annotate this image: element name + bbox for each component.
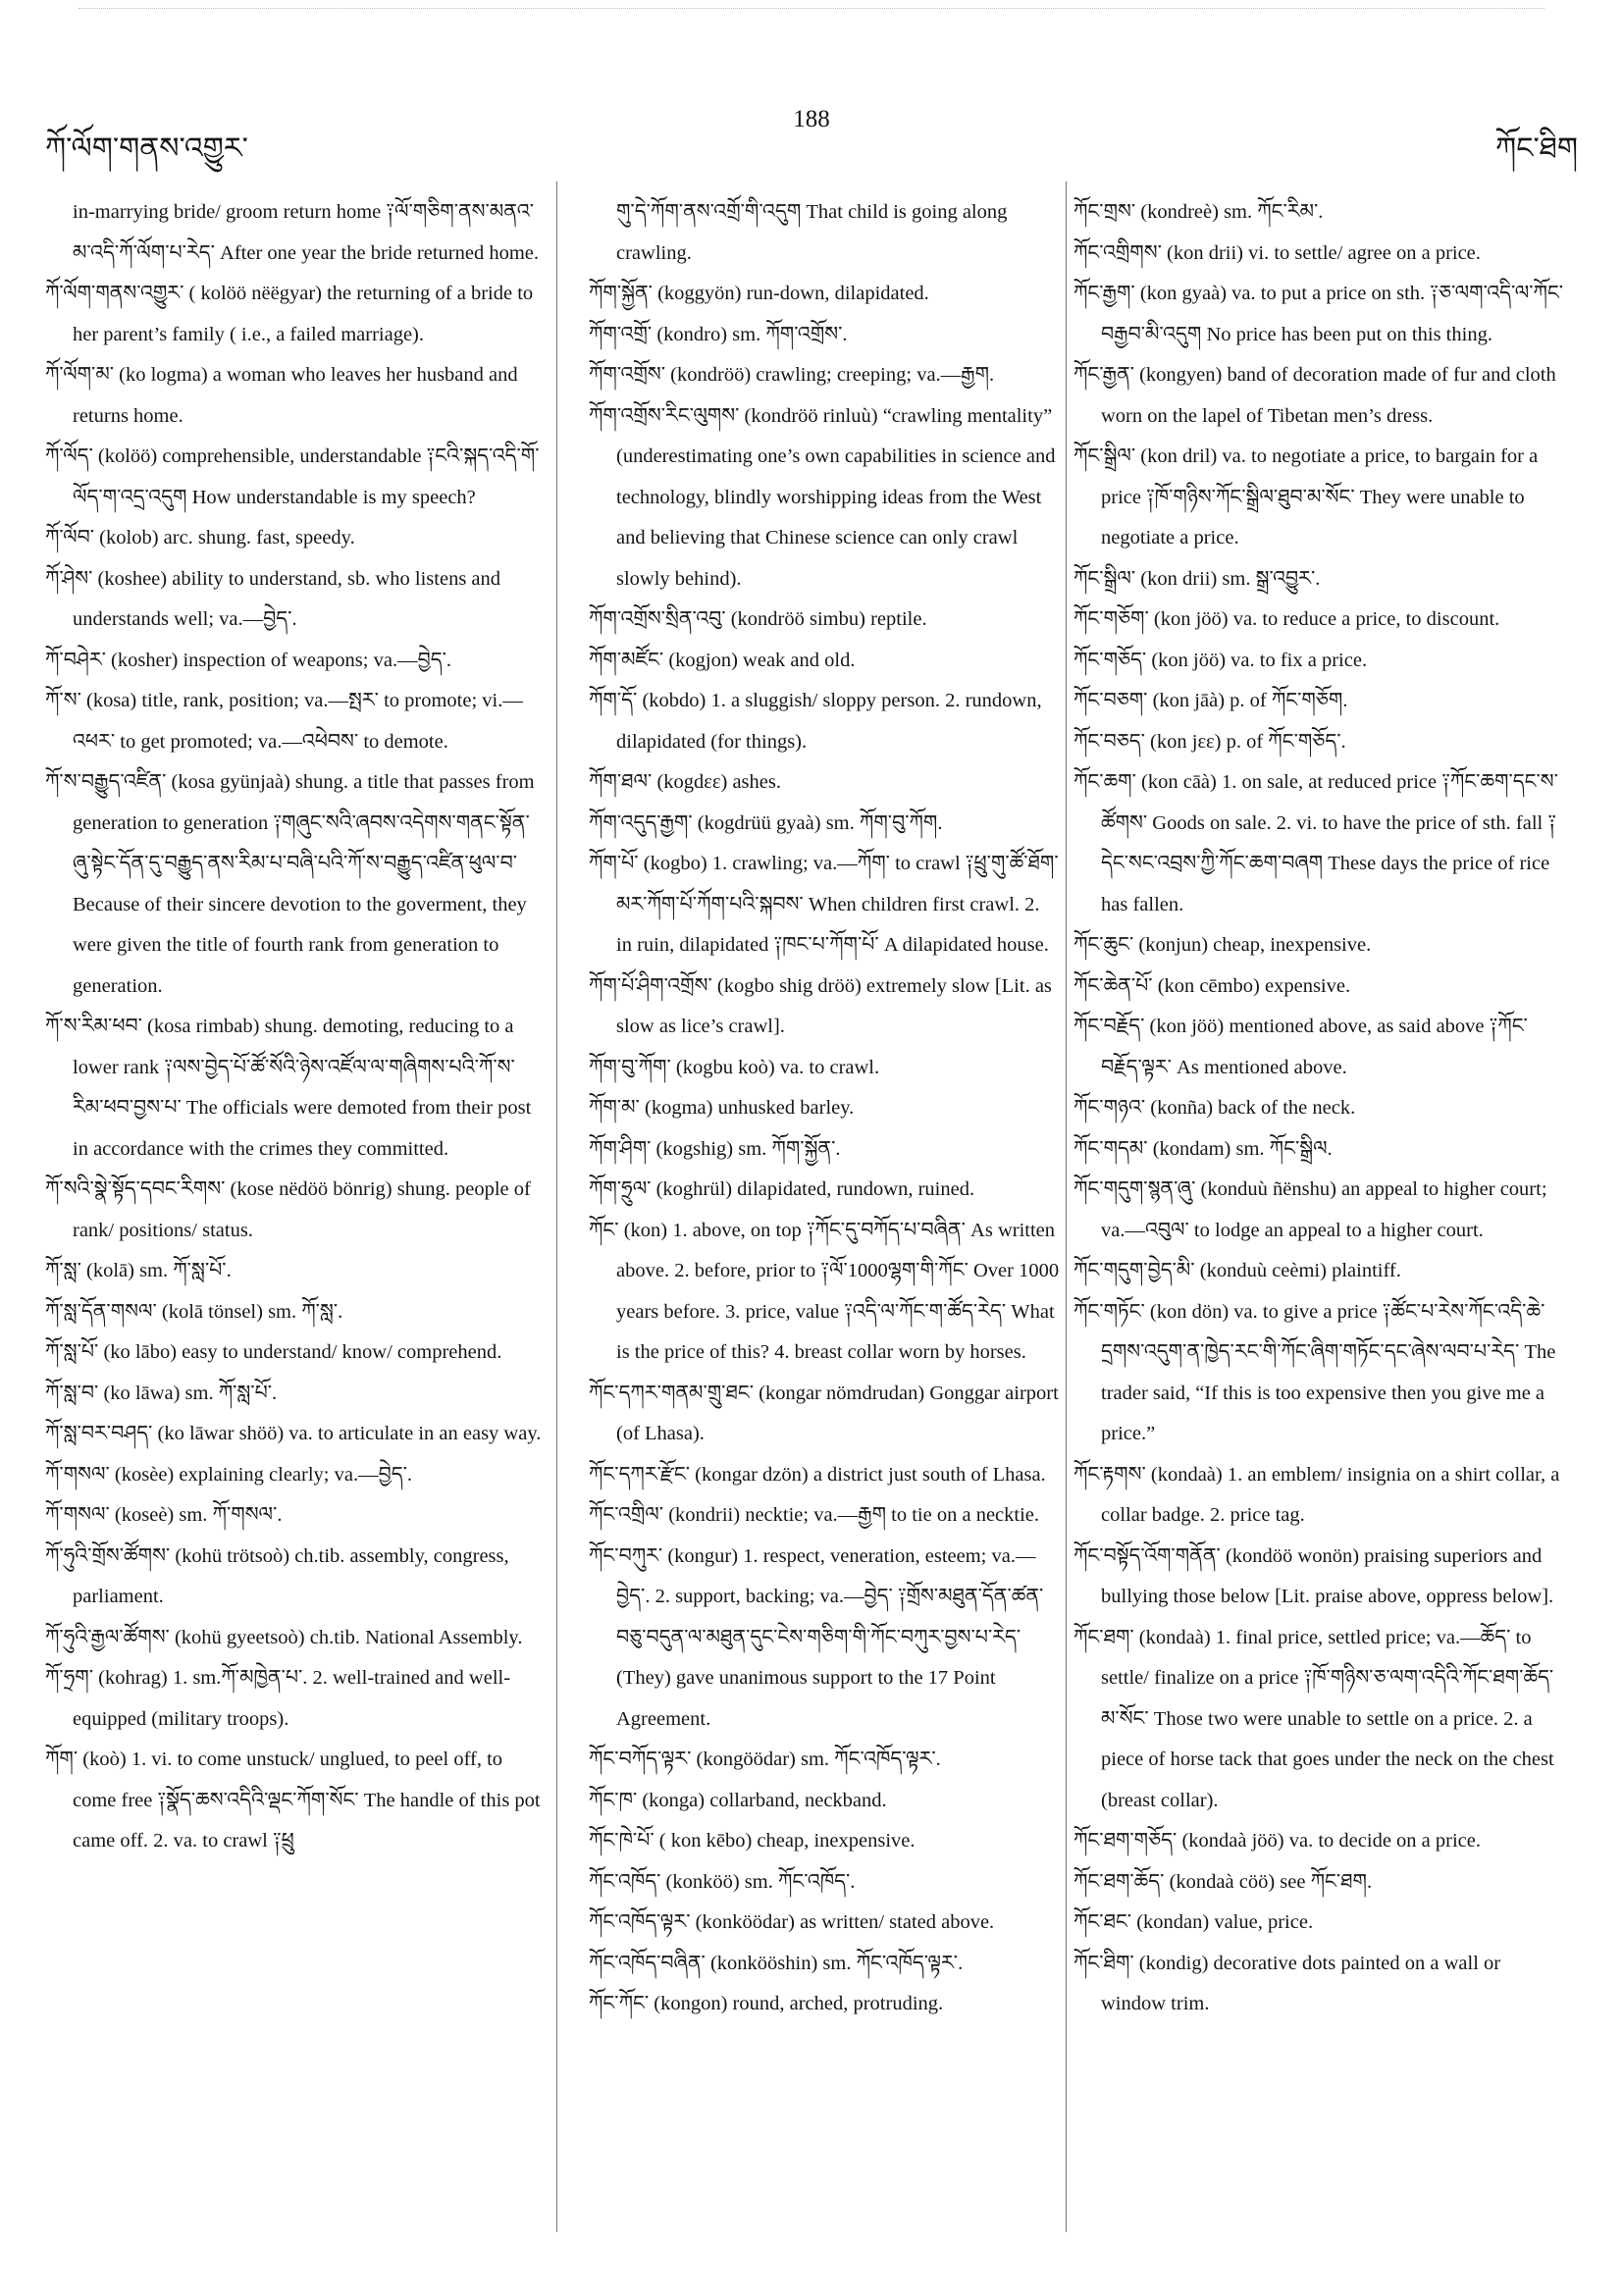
dictionary-entry: ཀོ་ལོད་ (kolöö) comprehensible, understandable ༑ངའི་སྐད་འདི་གོ་ལོད་ག་འདྲ་འདུག How understandable is my speech? bbox=[45, 445, 540, 508]
dictionary-entry: ཀོང་གཉའ་ (konña) back of the neck. bbox=[1073, 1097, 1356, 1119]
dictionary-entry: ཀོང་བསྟོད་འོག་གནོན་ (kondöö wonön) praising superiors and bullying those below [Lit. praise above, oppress below]. bbox=[1073, 1544, 1554, 1607]
dictionary-entry: ཀོང་ཁེ་པོ་ ( kon kēbo) cheap, inexpensive. bbox=[589, 1830, 916, 1852]
dictionary-entry: ཀོག་པོ་ (kogbo) 1. crawling; va.—ཀོག་ to crawl ༑ཕྲུ་གུ་ཚོ་ཐོག་མར་ཀོག་པོ་ཀོག་པའི་སྐབས་ When children first crawl. 2. in ruin, dilapidated ༑ཁང་པ་ཀོག་པོ་ A dilapidated house. bbox=[589, 853, 1059, 956]
dictionary-entry: ཀོང་ཀོང་ (kongon) round, arched, protruding. bbox=[589, 1993, 944, 2014]
column-divider bbox=[1066, 182, 1067, 2232]
dictionary-entry: ཀོ་ལོག་མ་ (ko logma) a woman who leaves her husband and returns home. bbox=[45, 364, 518, 427]
dictionary-entry: ཀོང་དཀར་རྫོང་ (kongar dzön) a district just south of Lhasa. bbox=[589, 1463, 1046, 1486]
dictionary-entry: ཀོག་པོ་ཤིག་འགྲོས་ (kogbo shig dröö) extremely slow [Lit. as slow as lice’s crawl]. bbox=[589, 974, 1052, 1037]
dictionary-entry: ཀོང་འཁོད་ (konköö) sm. ཀོང་འཁོད་. bbox=[589, 1870, 856, 1893]
dictionary-entry: ཀོང་ཆེན་པོ་ (kon cēmbo) expensive. bbox=[1073, 974, 1351, 997]
dictionary-entry: ཀོང་འཁོད་བཞིན་ (konkööshin) sm. ཀོང་འཁོད་ལྟར་. bbox=[589, 1952, 964, 1974]
dictionary-entry: ཀོག་མ་ (kogma) unhusked barley. bbox=[589, 1097, 855, 1119]
dictionary-entry: ཀོག་ཐལ་ (kogdεε) ashes. bbox=[589, 771, 781, 793]
dictionary-entry: ཀོང་བཀོད་ལྟར་ (kongöödar) sm. ཀོང་འཁོད་ལྟར་. bbox=[589, 1748, 941, 1770]
dictionary-entry: ཀོག་སྐྱོན་ (koggyön) run-down, dilapidated. bbox=[589, 283, 929, 304]
dictionary-entry: ཀོག་འདུད་རྒྱག་ (kogdrüü gyaà) sm. ཀོག་བུ་ཀོག. bbox=[589, 811, 943, 834]
dictionary-entry: ཀོག་འགྲོས་རིང་ལུགས་ (kondröö rinluù) “crawling mentality” (underestimating one’s own capabilities in science and technology, blindly worshipping ideas from the West and believing that Chinese science can only crawl slowly behind). bbox=[589, 404, 1056, 590]
dictionary-entry: ཀོག་ཧྲུལ་ (koghrül) dilapidated, rundown, ruined. bbox=[589, 1178, 975, 1200]
dictionary-entry: in-marrying bride/ groom return home ༑ལོ་གཅིག་ནས་མནའ་མ་འདི་ཀོ་ལོག་པ་རེད་ After one year the bride returned home. bbox=[73, 201, 540, 264]
dictionary-entry: ཀོ་ཤེས་ (koshee) ability to understand, sb. who listens and understands well; va.—བྱེད་. bbox=[45, 567, 501, 630]
dictionary-entry: ཀོང་སྒྲིལ་ (kon dril) va. to negotiate a price, to bargain for a price ༑ཁོ་གཉིས་ཀོང་སྒྲིལ་ཐུབ་མ་སོང་ They were unable to negotiate a price. bbox=[1073, 445, 1539, 548]
dictionary-entry: ཀོ་སླ་ (kolā) sm. ཀོ་སླ་པོ་. bbox=[45, 1260, 232, 1281]
dictionary-entry: ཀོང་ཆག་ (kon cāà) 1. on sale, at reduced price ༑ཀོང་ཆག་དང་ས་ཚོགས་ Goods on sale. 2. vi. to have the price of sth. fall ༑དེང་སང་འབྲས་ཀྱི་ཀོང་ཆག་བཞག These days the price of rice has fallen. bbox=[1073, 771, 1558, 915]
dictionary-entry: ཀོང་གཏོང་ (kon dön) va. to give a price ༑ཚོང་པ་རེས་ཀོང་འདི་ཆེ་དྲགས་འདུག་ན་ཁྱེད་རང་གི་ཀོང་ཞིག་གཏོང་དང་ཞེས་ལབ་པ་རེད་ The trader said, “If this is too expensive then you give me a price.” bbox=[1073, 1300, 1556, 1444]
dictionary-entry: ཀོ་ས་རིམ་ཕབ་ (kosa rimbab) shung. demoting, reducing to a lower rank ༑ལས་བྱེད་པོ་ཚོ་སོའི་ཉེས་འཛོལ་ལ་གཞིགས་པའི་ཀོ་ས་རིམ་ཕབ་བྱས་པ་ The officials were demoted from their post in accordance with the crimes they committed. bbox=[45, 1016, 532, 1160]
dictionary-entry: ཀོ་ལོག་གནས་འགྱུར་ ( kolöö nëëgyar) the returning of a bride to her parent’s family ( i.e., a failed marriage). bbox=[45, 283, 534, 345]
dictionary-entry: ཀོང་གདམ་ (kondam) sm. ཀོང་སྒྲིལ. bbox=[1073, 1137, 1333, 1160]
dictionary-entry: ཀོང་གཅོད་ (kon jöö) va. to fix a price. bbox=[1073, 649, 1368, 671]
dictionary-entry: ཀོ་སའི་སྣེ་སྟོད་དབང་རིགས་ (kose nëdöö bönrig) shung. people of rank/ positions/ status. bbox=[45, 1178, 531, 1241]
dictionary-entry: ཀོང་ཆུང་ (konjun) cheap, inexpensive. bbox=[1073, 934, 1372, 956]
page-number: 188 bbox=[793, 106, 830, 132]
dictionary-entry: ཀོང་ཐག་ཆོད་ (kondaà cöö) see ཀོང་ཐག. bbox=[1073, 1870, 1373, 1893]
dictionary-entry: ཀོང་རྟགས་ (kondaà) 1. an emblem/ insignia on a shirt collar, a collar badge. 2. price tag. bbox=[1073, 1463, 1560, 1526]
dictionary-entry: ཀོ་སླ་པོ་ (ko lābo) easy to understand/ know/ comprehend. bbox=[45, 1341, 502, 1363]
dictionary-entry: ཀོང་གཅོག་ (kon jöö) va. to reduce a price, to discount. bbox=[1073, 608, 1500, 630]
dictionary-entry: ཀོང་རྒྱག་ (kon gyaà) va. to put a price on sth. ༑ཅ་ལག་འདི་ལ་ཀོང་བརྒྱབ་མི་འདུག No price has been put on this thing. bbox=[1073, 283, 1564, 345]
dictionary-entry: ཀོ་ཧྲག་ (kohrag) 1. sm.ཀོ་མཁྱེན་པ་. 2. well-trained and well-equipped (military troops). bbox=[45, 1667, 511, 1730]
dictionary-entry: ཀོང་ (kon) 1. above, on top ༑ཀོང་དུ་བཀོད་པ་བཞིན་ As written above. 2. before, prior to ༑ལོ་1000ལྷག་གི་ཀོང་ Over 1000 years before. 3. price, value ༑འདི་ལ་ཀོང་ག་ཚོད་རེད་ What is the price of this? 4. breast collar worn by horses. bbox=[589, 1219, 1060, 1363]
dictionary-entry: ཀོང་རྒྱན་ (kongyen) band of decoration made of fur and cloth worn on the lapel of Tibetan men’s dress. bbox=[1073, 364, 1556, 427]
dictionary-entry: ཀོང་གདུག་སྙན་ཞུ་ (konduù ñënshu) an appeal to higher court; va.—འབུལ་ to lodge an appeal to a higher court. bbox=[1073, 1178, 1547, 1241]
dictionary-entry: ཀོ་ལོབ་ (kolob) arc. shung. fast, speedy. bbox=[45, 527, 355, 548]
dictionary-entry: ཀོ་གསལ་ (kosèe) explaining clearly; va.—བྱེད་. bbox=[45, 1463, 413, 1486]
dictionary-entry: ཀོ་ཧུའི་རྒྱལ་ཚོགས་ (kohü gyeetsoò) ch.tib. National Assembly. bbox=[45, 1626, 523, 1648]
dictionary-entry: ཀོ་བཤེར་ (kosher) inspection of weapons; va.—བྱེད་. bbox=[45, 649, 452, 671]
dictionary-entry: ཀོ་ས་ (kosa) title, rank, position; va.—སྤར་ to promote; vi.—འཕར་ to get promoted; va.—འཕེབས་ to demote. bbox=[45, 690, 523, 753]
column-divider bbox=[556, 182, 557, 2232]
dictionary-entry: ཀོ་སླ་བ་ (ko lāwa) sm. ཀོ་སླ་པོ་. bbox=[45, 1382, 278, 1404]
dictionary-entry: ཀོ་ཧུའི་གྲོས་ཚོགས་ (kohü trötsoò) ch.tib. assembly, congress, parliament. bbox=[45, 1544, 509, 1607]
dictionary-entry: ཀོག་དོ་ (kobdo) 1. a sluggish/ sloppy person. 2. rundown, dilapidated (for things). bbox=[589, 690, 1042, 753]
dictionary-entry: ཀོག་འགྲོས་ (kondröö) crawling; creeping; va.—རྒྱག. bbox=[589, 364, 995, 386]
dictionary-entry: ཀོག་བུ་ཀོག་ (kogbu koò) va. to crawl. bbox=[589, 1056, 880, 1078]
dictionary-entry: ཀོག་ (koò) 1. vi. to come unstuck/ unglued, to peel off, to come free ༑སྣོད་ཆས་འདིའི་ལྡང་ཀོག་སོང་ The handle of this pot came off. 2. va. to crawl ༑ཕྲུ bbox=[45, 1748, 541, 1852]
right-running-head: ཀོང་ཐིག bbox=[1495, 131, 1578, 166]
dictionary-entry: ཀོང་བརྗོད་ (kon jöö) mentioned above, as said above ༑ཀོང་བརྗོད་ལྟར་ As mentioned above. bbox=[1073, 1016, 1528, 1078]
dictionary-entry: ཀོག་འགྲོ་ (kondro) sm. ཀོག་འགྲོས་. bbox=[589, 323, 848, 345]
dictionary-column-2 bbox=[589, 192, 1060, 2025]
dictionary-entry: ཀོང་ཐག་ (kondaà) 1. final price, settled price; va.—ཆོད་ to settle/ finalize on a price ༑ཁོ་གཉིས་ཅ་ལག་འདིའི་ཀོང་ཐག་ཆོད་མ་སོང་ Those two were unable to settle on a price. 2. a piece of horse tack that goes under the neck on the chest (breast collar). bbox=[1073, 1626, 1554, 1811]
dictionary-entry: ཀོང་བཅག་ (kon jāà) p. of ཀོང་གཅོག. bbox=[1073, 690, 1348, 711]
dictionary-entry: གུ་དེ་ཀོག་ནས་འགྲོ་གི་འདུག That child is going along crawling. bbox=[616, 201, 1008, 264]
scan-edge-noise bbox=[79, 8, 1544, 9]
dictionary-entry: ཀོང་བཀུར་ (kongur) 1. respect, veneration, esteem; va.—བྱེད་. 2. support, backing; va.—བྱེད་ ༑གྲོས་མཐུན་དོན་ཚན་བཅུ་བདུན་ལ་མཐུན་དུང་ངེས་གཅིག་གི་ཀོང་བཀུར་བྱས་པ་རེད་ (They) gave unanimous support to the 17 Point Agreement. bbox=[589, 1544, 1044, 1730]
dictionary-entry: ཀོག་འགྲོས་སྲིན་འབུ་ (kondröö simbu) reptile. bbox=[589, 608, 927, 630]
left-running-head: ཀོ་ལོག་གནས་འགྱུར་ bbox=[45, 131, 248, 166]
dictionary-entry: ཀོ་གསལ་ (koseè) sm. ཀོ་གསལ་. bbox=[45, 1504, 283, 1526]
dictionary-entry: ཀོང་ཐིག་ (kondig) decorative dots painted on a wall or window trim. bbox=[1073, 1952, 1501, 2014]
dictionary-entry: ཀོང་འཁོད་ལྟར་ (konköödar) as written/ stated above. bbox=[589, 1911, 995, 1933]
dictionary-entry: ཀོང་དཀར་གནམ་གྲུ་ཐང་ (kongar nömdrudan) Gonggar airport (of Lhasa). bbox=[589, 1382, 1059, 1444]
dictionary-entry: ཀོ་སླ་བར་བཤད་ (ko lāwar shöö) va. to articulate in an easy way. bbox=[45, 1423, 542, 1444]
dictionary-entry: ཀོག་མཛོང་ (kogjon) weak and old. bbox=[589, 649, 856, 671]
dictionary-entry: ཀོ་ས་བརྒྱུད་འཛིན་ (kosa gyünjaà) shung. a title that passes from generation to generation ༑གཞུང་སའི་ཞབས་འདེགས་གནང་སྟོན་ཞུ་སྟེང་དོན་དུ་བརྒྱུད་ནས་རིམ་པ་བཞི་པའི་ཀོ་ས་བརྒྱུད་འཛིན་ཕུལ་བ་ Because of their sincere devotion to the goverment, they were given the title of fourth rank from generation to generation. bbox=[45, 771, 535, 997]
dictionary-column-3 bbox=[1073, 192, 1564, 2025]
dictionary-entry: ཀོག་ཤིག་ (kogshig) sm. ཀོག་སྐྱོན་. bbox=[589, 1137, 841, 1160]
dictionary-column-1 bbox=[45, 192, 542, 1862]
dictionary-entry: ཀོང་ཁ་ (konga) collarband, neckband. bbox=[589, 1789, 887, 1811]
dictionary-entry: ཀོང་གདུག་བྱེད་མི་ (konduù ceèmi) plaintiff. bbox=[1073, 1260, 1401, 1281]
dictionary-entry: ཀོང་བཅད་ (kon jεε) p. of ཀོང་གཅོད་. bbox=[1073, 730, 1346, 753]
dictionary-entry: ཀོང་སྒྲིལ་ (kon drii) sm. སྒྲ་འབྱུར་. bbox=[1073, 567, 1321, 590]
dictionary-entry: ཀོང་འགྲིགས་ (kon drii) vi. to settle/ agree on a price. bbox=[1073, 241, 1481, 264]
dictionary-entry: ཀོང་འགྲིལ་ (kondrii) necktie; va.—རྒྱག to tie on a necktie. bbox=[589, 1504, 1040, 1526]
dictionary-entry: ཀོང་གྲས་ (kondreè) sm. ཀོང་རིམ་. bbox=[1073, 201, 1324, 223]
dictionary-entry: ཀོང་ཐག་གཅོད་ (kondaà jöö) va. to decide on a price. bbox=[1073, 1830, 1481, 1852]
dictionary-entry: ཀོ་སླ་དོན་གསལ་ (kolā tönsel) sm. ཀོ་སླ་. bbox=[45, 1300, 343, 1323]
dictionary-entry: ཀོང་ཐང་ (kondan) value, price. bbox=[1073, 1911, 1314, 1933]
